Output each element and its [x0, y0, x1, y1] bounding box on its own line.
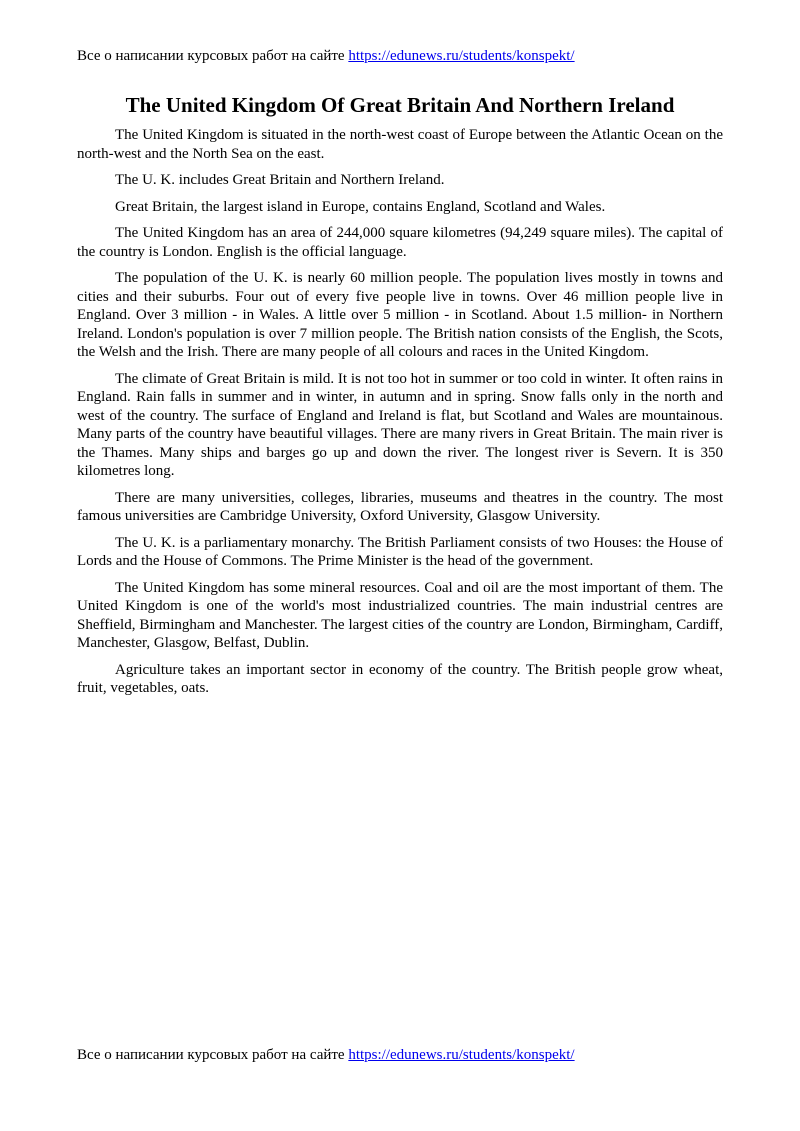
paragraph-climate: The climate of Great Britain is mild. It is not too hot in summer or too cold in winter. It often rains in England. Rain falls in summer and in winter, in autumn and in spring. Snow falls only in the north and west of the country. The surface of England and Ireland is flat, but Scotland and Wales are mountainous. Many parts of the country have beautiful villages. There are many rivers in Great Britain. The main river is the Thames. Many ships and barges go up and down the river. The longest river is Severn. It is 350 kilometres long. — [77, 370, 723, 479]
paragraph-composition: The U. K. includes Great Britain and Northern Ireland. — [115, 172, 445, 188]
paragraph-universities: There are many universities, colleges, libraries, museums and theatres in the country. The most famous universities are Cambridge University, Oxford University, Glasgow University. — [77, 489, 723, 524]
paragraph-government: The U. K. is a parliamentary monarchy. The British Parliament consists of two Houses: the House of Lords and the House of Commons. The Prime Minister is the head of the government. — [77, 534, 723, 569]
page-header — [77, 47, 723, 66]
paragraph-area: The United Kingdom has an area of 244,000 square kilometres (94,249 square miles). The capital of the country is London. English is the official language. — [77, 225, 723, 260]
paragraph-industry: The United Kingdom has some mineral resources. Coal and oil are the most important of them. The United Kingdom is one of the world's most industrialized countries. The main industrial centres are Sheffield, Birmingham and Manchester. The largest cities of the country are London, Birmingham, Cardiff, Manchester, Glasgow, Belfast, Dublin. — [77, 579, 723, 651]
paragraph-population: The population of the U. K. is nearly 60 million people. The population lives mostly in towns and cities and their suburbs. Four out of every five people live in towns. Over 46 million people live in England. Over 3 million - in Wales. A little over 5 million - in Scotland. About 1.5 million- in Northern Ireland. London's population is over 7 million people. The British nation consists of the English, the Scots, the Welsh and the Irish. There are many people of all colours and races in the United Kingdom. — [77, 270, 723, 360]
header-link[interactable]: https://edunews.ru/students/konspekt/ — [348, 48, 575, 64]
paragraph-agriculture: Agriculture takes an important sector in economy of the country. The British people grow wheat, fruit, vegetables, oats. — [77, 661, 723, 696]
document-title: The United Kingdom Of Great Britain And Northern Ireland — [125, 93, 675, 117]
footer-text: Все о написании курсовых работ на сайте — [77, 1047, 349, 1063]
footer-link[interactable]: https://edunews.ru/students/konspekt/ — [348, 1047, 575, 1063]
paragraph-great-britain: Great Britain, the largest island in Europe, contains England, Scotland and Wales. — [115, 198, 606, 215]
document-body — [77, 92, 723, 706]
paragraph-location: The United Kingdom is situated in the north-west coast of Europe between the Atlantic Ocean on the north-west and the North Sea on the east. — [77, 127, 723, 162]
page-footer — [77, 1046, 723, 1065]
header-text: Все о написании курсовых работ на сайте — [77, 48, 349, 64]
